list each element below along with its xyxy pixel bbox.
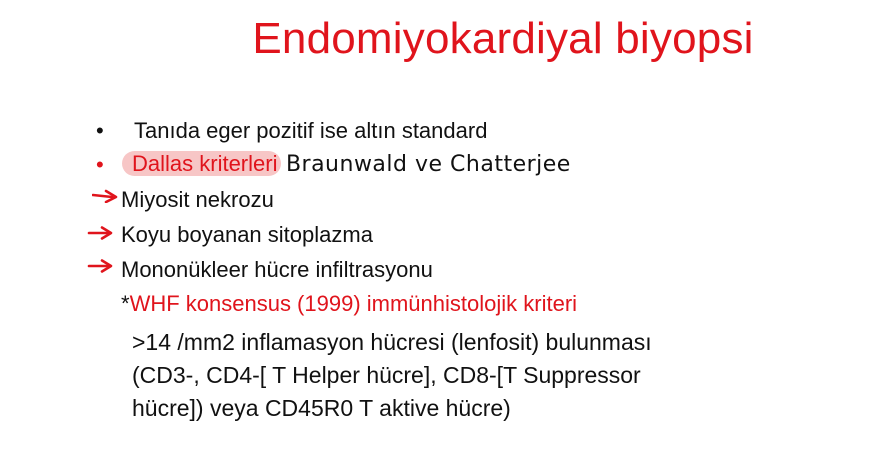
arrow-item-2: Koyu boyanan sitoplazma [121,222,373,247]
bullet-dot-red: • [96,152,104,177]
red-right-arrow-icon [87,226,115,242]
arrow-item-1: Miyosit nekrozu [121,187,274,212]
dallas-highlight: Dallas kriterleri [122,151,281,176]
red-right-arrow-icon [92,189,120,205]
bullet-dot: • [96,118,104,143]
whf-line [121,291,577,317]
red-right-arrow-icon [87,259,115,275]
slide-title: Endomiyokardiyal biyopsi [252,14,754,63]
whf-text: WHF konsensus (1999) immünhistolojik kriteri [129,291,578,316]
criteria-line-3: hücre]) veya CD45R0 T aktive hücre) [132,395,511,421]
bullet-text-1: Tanıda eger pozitif ise altın standard [134,118,488,143]
criteria-line-1: >14 /mm2 inflamasyon hücresi (lenfosit) bulunması [132,329,652,355]
braunwald-text: Braunwald ve Chatterjee [285,152,571,177]
bullet-text-2 [132,151,571,177]
arrow-item-3: Mononükleer hücre infiltrasyonu [121,257,433,282]
criteria-line-2: (CD3-, CD4-[ T Helper hücre], CD8-[T Suppressor [132,362,641,388]
whf-asterisk: * [121,291,130,316]
